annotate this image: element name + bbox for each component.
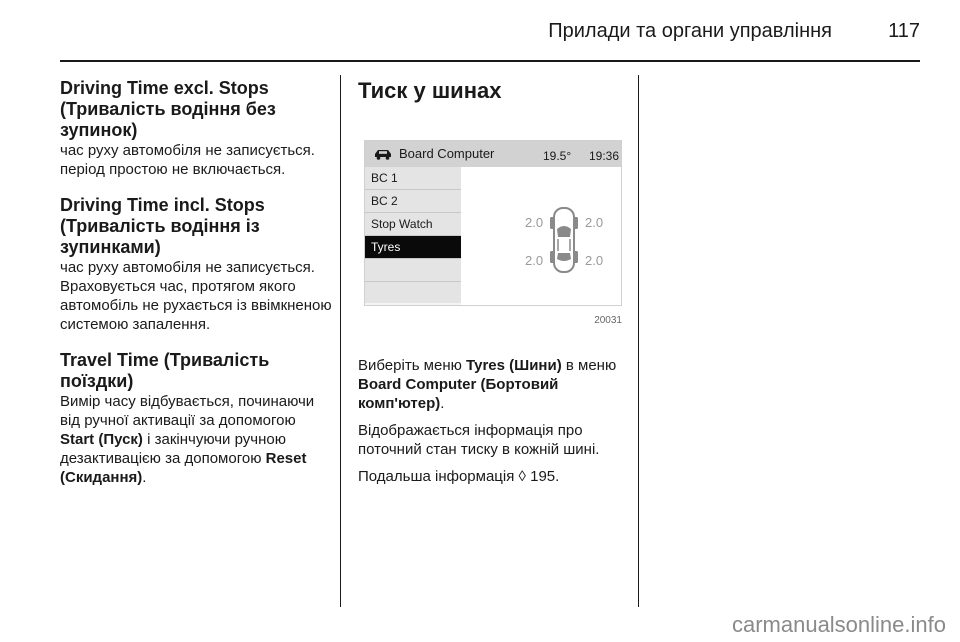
menu-item-stop-watch[interactable]: Stop Watch — [365, 213, 461, 236]
menu-item-tyres[interactable]: Tyres — [365, 236, 465, 259]
page-number: 117 — [888, 20, 920, 42]
para-text-3: . — [440, 395, 445, 412]
para-text-2: в меню — [561, 357, 617, 374]
time-readout: 19:36 — [589, 149, 620, 163]
screen-title: Board Computer — [399, 146, 495, 161]
para-text-1: Виберіть меню — [358, 357, 467, 374]
pressure-rear-right: 2.0 — [585, 253, 604, 268]
start-label: Start (Пуск) — [60, 431, 143, 448]
right-column — [358, 78, 630, 494]
reset-label: Reset (Скидання) — [60, 450, 307, 486]
section-heading: Driving Time incl. Stops (Тривалість водіння із зупинками) — [60, 195, 265, 257]
section-body: час руху автомобіля не записується. Враховується час, протягом якого автомобіль не рухається із ввімкненою системою запалення. — [60, 259, 332, 333]
display-screen — [364, 140, 622, 306]
section-driving-time-incl — [60, 195, 332, 334]
travel-text-1: Вимір часу відбувається, починаючи від ручної активації за допомогою — [60, 393, 315, 429]
column-divider-left — [340, 75, 341, 607]
car-top-view-icon — [549, 205, 579, 275]
section-heading: Travel Time (Тривалість поїздки) — [60, 350, 270, 391]
temperature-readout: 19.5° — [543, 149, 572, 163]
reference-page: 195. — [525, 468, 560, 485]
pressure-front-left: 2.0 — [525, 215, 544, 230]
section-body — [60, 392, 332, 487]
info-paragraph: Відображається інформація про поточний стан тиску в кожній шині. — [358, 422, 600, 458]
menu-item-bc2[interactable]: BC 2 — [365, 190, 461, 213]
column-divider-right — [638, 75, 639, 607]
header-rule — [60, 60, 920, 62]
bc-menu — [365, 167, 461, 303]
section-body: час руху автомобіля не записується. період простою не включається. — [60, 142, 315, 178]
reference-paragraph — [358, 467, 630, 486]
menu-item-bc1[interactable]: BC 1 — [365, 167, 461, 190]
left-column — [60, 78, 332, 503]
watermark: carmanualsonline.info — [731, 612, 946, 637]
section-travel-time — [60, 350, 332, 487]
menu-empty-slot — [365, 282, 461, 303]
section-driving-time-excl — [60, 78, 332, 179]
tyres-label: Tyres (Шини) — [466, 357, 562, 374]
header-title: Прилади та органи управління — [548, 20, 832, 42]
menu-empty-slot — [365, 259, 461, 282]
figure-number: 20031 — [594, 315, 622, 326]
board-computer-figure — [360, 124, 622, 334]
travel-text-2: і закінчуючи ручною дезактивацією за допомогою — [60, 431, 286, 467]
instruction-paragraph — [358, 356, 630, 413]
pressure-rear-left: 2.0 — [525, 253, 544, 268]
travel-text-3: . — [142, 469, 147, 486]
car-icon — [373, 148, 393, 160]
reference-arrow-icon: ◊ — [518, 468, 526, 485]
screen-header — [365, 141, 621, 167]
section-heading: Driving Time excl. Stops (Тривалість водіння без зупинок) — [60, 78, 276, 140]
pressure-front-right: 2.0 — [585, 215, 604, 230]
reference-text: Подальша інформація — [358, 468, 519, 485]
tyre-pressure-panel — [461, 167, 621, 305]
tyre-pressure-heading: Тиск у шинах — [358, 78, 502, 103]
board-computer-label: Board Computer (Бортовий комп'ютер) — [358, 376, 559, 412]
